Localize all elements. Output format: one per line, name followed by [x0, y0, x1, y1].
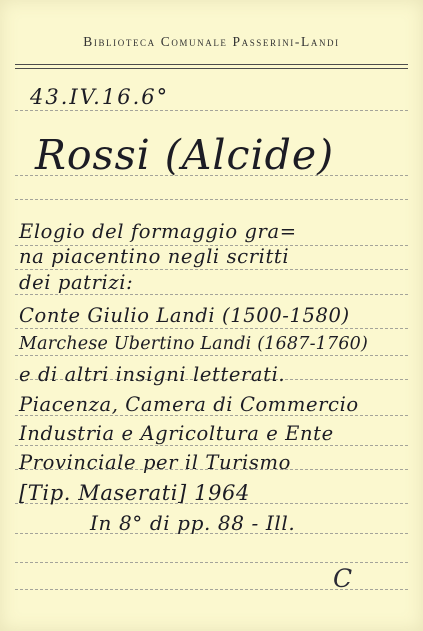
author-name: Rossi (Alcide) [35, 131, 335, 179]
description-line: Piacenza, Camera di Commercio [19, 393, 359, 416]
ruled-line [15, 269, 408, 270]
ruled-line [15, 110, 408, 111]
ruled-line [15, 562, 408, 563]
ruled-line [15, 355, 408, 356]
shelfmark: 43.IV.16.6° [30, 85, 170, 109]
description-line: Elogio del formaggio gra= [19, 220, 297, 243]
corner-mark: C [333, 564, 353, 593]
library-header: Biblioteca Comunale Passerini-Landi [83, 34, 340, 49]
header-rule [15, 64, 408, 65]
description-line: Provinciale per il Turismo [19, 451, 291, 474]
ruled-line [15, 445, 408, 446]
ruled-line [15, 199, 408, 200]
description-line: In 8° di pp. 88 - Ill. [90, 511, 296, 535]
description-line: [Tip. Maserati] 1964 [19, 481, 250, 505]
description-line: na piacentino negli scritti [19, 245, 290, 268]
description-line: dei patrizi: [19, 271, 134, 294]
ruled-line [15, 294, 408, 295]
header-rule [15, 68, 408, 69]
ruled-line [15, 328, 408, 329]
description-line: Industria e Agricoltura e Ente [19, 422, 334, 445]
description-line: Marchese Ubertino Landi (1687-1760) [19, 334, 369, 354]
description-line: e di altri insigni letterati. [19, 363, 286, 386]
description-line: Conte Giulio Landi (1500-1580) [19, 304, 350, 327]
